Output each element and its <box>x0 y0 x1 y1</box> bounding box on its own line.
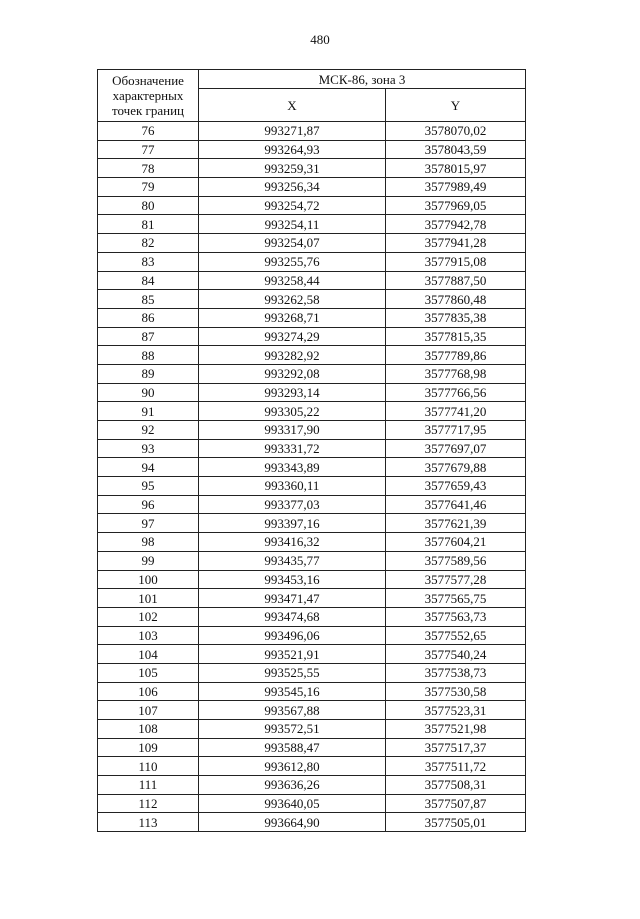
y-coordinate-cell: 3577915,08 <box>386 252 526 271</box>
table-body <box>98 122 526 832</box>
y-coordinate-cell: 3577511,72 <box>386 757 526 776</box>
y-coordinate-cell: 3577887,50 <box>386 271 526 290</box>
y-coordinate-cell: 3577860,48 <box>386 290 526 309</box>
y-coordinate-cell: 3577507,87 <box>386 794 526 813</box>
point-number-cell: 112 <box>98 794 199 813</box>
table-row <box>98 551 526 570</box>
x-coordinate-cell: 993521,91 <box>199 645 386 664</box>
point-number-cell: 77 <box>98 140 199 159</box>
table-row <box>98 738 526 757</box>
table-row <box>98 122 526 141</box>
y-coordinate-cell: 3577941,28 <box>386 234 526 253</box>
table-row <box>98 701 526 720</box>
x-coordinate-cell: 993416,32 <box>199 533 386 552</box>
table-row <box>98 794 526 813</box>
table-row <box>98 421 526 440</box>
table-row <box>98 215 526 234</box>
point-number-cell: 101 <box>98 589 199 608</box>
table-row <box>98 495 526 514</box>
table-row <box>98 234 526 253</box>
point-number-cell: 85 <box>98 290 199 309</box>
x-coordinate-cell: 993474,68 <box>199 607 386 626</box>
x-coordinate-cell: 993572,51 <box>199 720 386 739</box>
header-x: X <box>199 89 386 122</box>
point-number-cell: 105 <box>98 663 199 682</box>
point-number-cell: 98 <box>98 533 199 552</box>
point-number-cell: 88 <box>98 346 199 365</box>
y-coordinate-cell: 3577530,58 <box>386 682 526 701</box>
table-row <box>98 514 526 533</box>
point-number-cell: 108 <box>98 720 199 739</box>
table-row <box>98 533 526 552</box>
point-number-cell: 110 <box>98 757 199 776</box>
x-coordinate-cell: 993271,87 <box>199 122 386 141</box>
x-coordinate-cell: 993496,06 <box>199 626 386 645</box>
point-number-cell: 107 <box>98 701 199 720</box>
table-row <box>98 776 526 795</box>
table-row <box>98 682 526 701</box>
x-coordinate-cell: 993567,88 <box>199 701 386 720</box>
table-row <box>98 364 526 383</box>
x-coordinate-cell: 993545,16 <box>199 682 386 701</box>
x-coordinate-cell: 993525,55 <box>199 663 386 682</box>
point-number-cell: 104 <box>98 645 199 664</box>
point-number-cell: 78 <box>98 159 199 178</box>
y-coordinate-cell: 3577815,35 <box>386 327 526 346</box>
header-point-designation <box>98 70 199 122</box>
x-coordinate-cell: 993264,93 <box>199 140 386 159</box>
x-coordinate-cell: 993612,80 <box>199 757 386 776</box>
x-coordinate-cell: 993259,31 <box>199 159 386 178</box>
point-number-cell: 91 <box>98 402 199 421</box>
x-coordinate-cell: 993274,29 <box>199 327 386 346</box>
y-coordinate-cell: 3577565,75 <box>386 589 526 608</box>
x-coordinate-cell: 993317,90 <box>199 421 386 440</box>
x-coordinate-cell: 993343,89 <box>199 458 386 477</box>
x-coordinate-cell: 993255,76 <box>199 252 386 271</box>
y-coordinate-cell: 3577679,88 <box>386 458 526 477</box>
x-coordinate-cell: 993256,34 <box>199 178 386 197</box>
point-number-cell: 95 <box>98 477 199 496</box>
table-row <box>98 477 526 496</box>
header-coordinate-system: МСК-86, зона 3 <box>199 70 526 89</box>
point-number-cell: 76 <box>98 122 199 141</box>
x-coordinate-cell: 993397,16 <box>199 514 386 533</box>
table-row <box>98 140 526 159</box>
point-number-cell: 93 <box>98 439 199 458</box>
table-row <box>98 589 526 608</box>
x-coordinate-cell: 993471,47 <box>199 589 386 608</box>
y-coordinate-cell: 3577604,21 <box>386 533 526 552</box>
point-number-cell: 84 <box>98 271 199 290</box>
y-coordinate-cell: 3577508,31 <box>386 776 526 795</box>
y-coordinate-cell: 3578015,97 <box>386 159 526 178</box>
y-coordinate-cell: 3577969,05 <box>386 196 526 215</box>
point-number-cell: 82 <box>98 234 199 253</box>
point-number-cell: 113 <box>98 813 199 832</box>
y-coordinate-cell: 3577552,65 <box>386 626 526 645</box>
point-number-cell: 103 <box>98 626 199 645</box>
point-number-cell: 87 <box>98 327 199 346</box>
y-coordinate-cell: 3577563,73 <box>386 607 526 626</box>
y-coordinate-cell: 3577659,43 <box>386 477 526 496</box>
x-coordinate-cell: 993305,22 <box>199 402 386 421</box>
x-coordinate-cell: 993331,72 <box>199 439 386 458</box>
point-number-cell: 94 <box>98 458 199 477</box>
x-coordinate-cell: 993292,08 <box>199 364 386 383</box>
point-number-cell: 89 <box>98 364 199 383</box>
point-number-cell: 111 <box>98 776 199 795</box>
table-row <box>98 159 526 178</box>
table-row <box>98 178 526 197</box>
y-coordinate-cell: 3577717,95 <box>386 421 526 440</box>
table-row <box>98 402 526 421</box>
point-number-cell: 83 <box>98 252 199 271</box>
point-number-cell: 86 <box>98 308 199 327</box>
y-coordinate-cell: 3577766,56 <box>386 383 526 402</box>
table-row <box>98 196 526 215</box>
x-coordinate-cell: 993254,72 <box>199 196 386 215</box>
x-coordinate-cell: 993282,92 <box>199 346 386 365</box>
y-coordinate-cell: 3578043,59 <box>386 140 526 159</box>
point-number-cell: 79 <box>98 178 199 197</box>
y-coordinate-cell: 3577641,46 <box>386 495 526 514</box>
table-row <box>98 570 526 589</box>
y-coordinate-cell: 3577577,28 <box>386 570 526 589</box>
table-row <box>98 720 526 739</box>
table-row <box>98 757 526 776</box>
table-row <box>98 327 526 346</box>
x-coordinate-cell: 993254,07 <box>199 234 386 253</box>
y-coordinate-cell: 3577540,24 <box>386 645 526 664</box>
x-coordinate-cell: 993640,05 <box>199 794 386 813</box>
x-coordinate-cell: 993258,44 <box>199 271 386 290</box>
y-coordinate-cell: 3577523,31 <box>386 701 526 720</box>
point-number-cell: 92 <box>98 421 199 440</box>
x-coordinate-cell: 993360,11 <box>199 477 386 496</box>
point-number-cell: 96 <box>98 495 199 514</box>
table-row <box>98 271 526 290</box>
table-row <box>98 813 526 832</box>
table-row <box>98 346 526 365</box>
y-coordinate-cell: 3577942,78 <box>386 215 526 234</box>
y-coordinate-cell: 3577505,01 <box>386 813 526 832</box>
y-coordinate-cell: 3577741,20 <box>386 402 526 421</box>
table-row <box>98 383 526 402</box>
table-row <box>98 308 526 327</box>
y-coordinate-cell: 3578070,02 <box>386 122 526 141</box>
page-number: 480 <box>310 32 330 47</box>
coordinates-table <box>97 69 526 832</box>
table-row <box>98 439 526 458</box>
y-coordinate-cell: 3577768,98 <box>386 364 526 383</box>
point-number-cell: 106 <box>98 682 199 701</box>
x-coordinate-cell: 993254,11 <box>199 215 386 234</box>
y-coordinate-cell: 3577697,07 <box>386 439 526 458</box>
x-coordinate-cell: 993664,90 <box>199 813 386 832</box>
y-coordinate-cell: 3577789,86 <box>386 346 526 365</box>
y-coordinate-cell: 3577538,73 <box>386 663 526 682</box>
header-y: Y <box>386 89 526 122</box>
point-number-cell: 97 <box>98 514 199 533</box>
x-coordinate-cell: 993262,58 <box>199 290 386 309</box>
point-number-cell: 90 <box>98 383 199 402</box>
table-row <box>98 645 526 664</box>
point-number-cell: 99 <box>98 551 199 570</box>
table-row <box>98 626 526 645</box>
point-number-cell: 81 <box>98 215 199 234</box>
y-coordinate-cell: 3577621,39 <box>386 514 526 533</box>
x-coordinate-cell: 993636,26 <box>199 776 386 795</box>
header-point-designation-line: характерных <box>112 88 184 103</box>
x-coordinate-cell: 993453,16 <box>199 570 386 589</box>
table-row <box>98 290 526 309</box>
y-coordinate-cell: 3577989,49 <box>386 178 526 197</box>
point-number-cell: 100 <box>98 570 199 589</box>
x-coordinate-cell: 993377,03 <box>199 495 386 514</box>
x-coordinate-cell: 993293,14 <box>199 383 386 402</box>
x-coordinate-cell: 993588,47 <box>199 738 386 757</box>
y-coordinate-cell: 3577517,37 <box>386 738 526 757</box>
table-row <box>98 252 526 271</box>
y-coordinate-cell: 3577521,98 <box>386 720 526 739</box>
table-row <box>98 458 526 477</box>
point-number-cell: 80 <box>98 196 199 215</box>
table-row <box>98 607 526 626</box>
header-point-designation-line: Обозначение <box>112 73 184 88</box>
point-number-cell: 109 <box>98 738 199 757</box>
y-coordinate-cell: 3577835,38 <box>386 308 526 327</box>
x-coordinate-cell: 993435,77 <box>199 551 386 570</box>
x-coordinate-cell: 993268,71 <box>199 308 386 327</box>
y-coordinate-cell: 3577589,56 <box>386 551 526 570</box>
table-row <box>98 663 526 682</box>
point-number-cell: 102 <box>98 607 199 626</box>
header-point-designation-line: точек границ <box>111 103 185 118</box>
